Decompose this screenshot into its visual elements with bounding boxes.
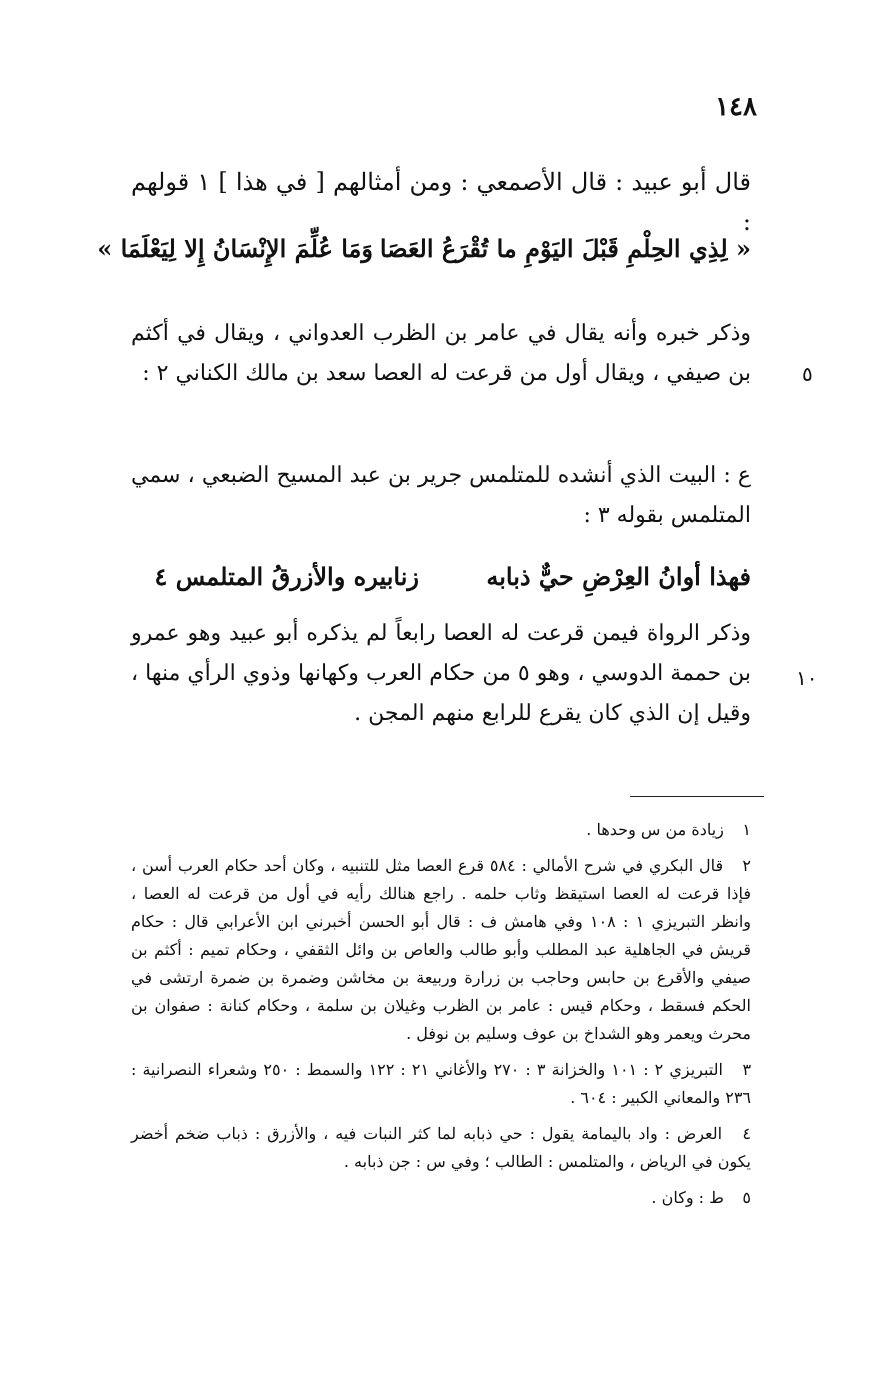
footnote-number: ٢ [742, 856, 752, 875]
paragraph-1: وذكر خبره وأنه يقال في عامر بن الظرب العدواني ، ويقال في أكثم بن صيفي ، ويقال أول من قرعت له العصا سعد بن مالك الكناني ٢ : [131, 321, 751, 386]
footnote [131, 1056, 751, 1112]
page-number: ١٤٨ [715, 92, 757, 122]
footnote-text: التبريزي ٢ : ١٠١ والخزانة ٣ : ٢٧٠ والأغاني ٢١ : ١٢٢ والسمط : ٢٥٠ وشعراء النصرانية : ٢٣٦ والمعاني الكبير : ٦٠٤ . [131, 1060, 751, 1107]
footnote [131, 816, 751, 844]
footnote [131, 852, 751, 1048]
paragraph-3: وذكر الرواة فيمن قرعت له العصا رابعاً لم يذكره أبو عبيد وهو عمرو بن حممة الدوسي ، وهو ٥ من حكام العرب وكهانها وذوي الرأي منها ، وقيل إن الذي كان يقرع للرابع منهم المجن . [131, 621, 752, 726]
footnotes [131, 816, 751, 1220]
footnote-text: العرض : واد باليمامة يقول : حي ذبابه لما كثر النبات فيه ، والأزرق : ذباب ضخم أخضر يكون في الرياض ، والمتلمس : الطالب ؛ وفي س : جن ذبابه . [131, 1124, 751, 1171]
line-number-5: ٥ [802, 362, 813, 386]
paragraph-2: ع : البيت الذي أنشده للمتلمس جرير بن عبد المسيح الضبعي ، سمي المتلمس بقوله ٣ : [131, 463, 751, 528]
footnote-text: ط : وكان . [651, 1188, 724, 1207]
footnote-number: ٤ [742, 1124, 751, 1143]
line-number-10: ١٠ [796, 666, 818, 690]
footnote-text: قال البكري في شرح الأمالي : ٥٨٤ قرع العصا مثل للتنبيه ، وكان أحد حكام العرب أسن ، فإذا قرعت له العصا استيقظ وثاب حلمه . راجع هنالك رأيه في أول من قرعت له العصا ، وانظر التبريزي ١ : ١٠٨ وفي هامش ف : قال أبو الحسن أخبرني ابن الأعرابي قال : حكام قريش في الجاهلية عبد المطلب وأبو طالب والعاص بن وائل الثقفي ، وحكام تميم : أكثم بن صيفي والأقرع بن حابس وحاجب بن زرارة وربيعة بن مخاشن وضمرة بن ضمرة ارتشى في الحكم فسقط ، وحكام قيس : عامر بن الظرب وغيلان بن سلمة ، وحكام كنانة : صفوان بن محرث ويعمر وهو الشداخ بن عوف وسليم بن نوفل . [131, 856, 752, 1043]
intro-paragraph: قال أبو عبيد : قال الأصمعي : ومن أمثالهم [ في هذا ] ١ قولهم : [131, 168, 751, 236]
verse1-hemistich2: وَمَا عُلِّمَ الإِنْسَانُ إِلا لِيَعْلَمَا » [97, 234, 373, 263]
footnote-number: ٣ [742, 1060, 752, 1079]
footnote-divider [630, 796, 764, 797]
footnote-number: ١ [742, 820, 751, 839]
footnote [131, 1120, 751, 1176]
footnote-number: ٥ [742, 1188, 751, 1207]
footnote-text: زيادة من س وحدها . [586, 820, 724, 839]
footnote [131, 1184, 751, 1212]
verse1-hemistich1: « لِذِي الحِلْمِ قَبْلَ اليَوْمِ ما تُقْرَعُ العَصَا [379, 234, 751, 263]
verse2-hemistich1: فهذا أوانُ العِرْضِ حيٌّ ذبابه [486, 562, 751, 591]
verse2-hemistich2: زنابيره والأزرقُ المتلمس ٤ [154, 562, 419, 591]
